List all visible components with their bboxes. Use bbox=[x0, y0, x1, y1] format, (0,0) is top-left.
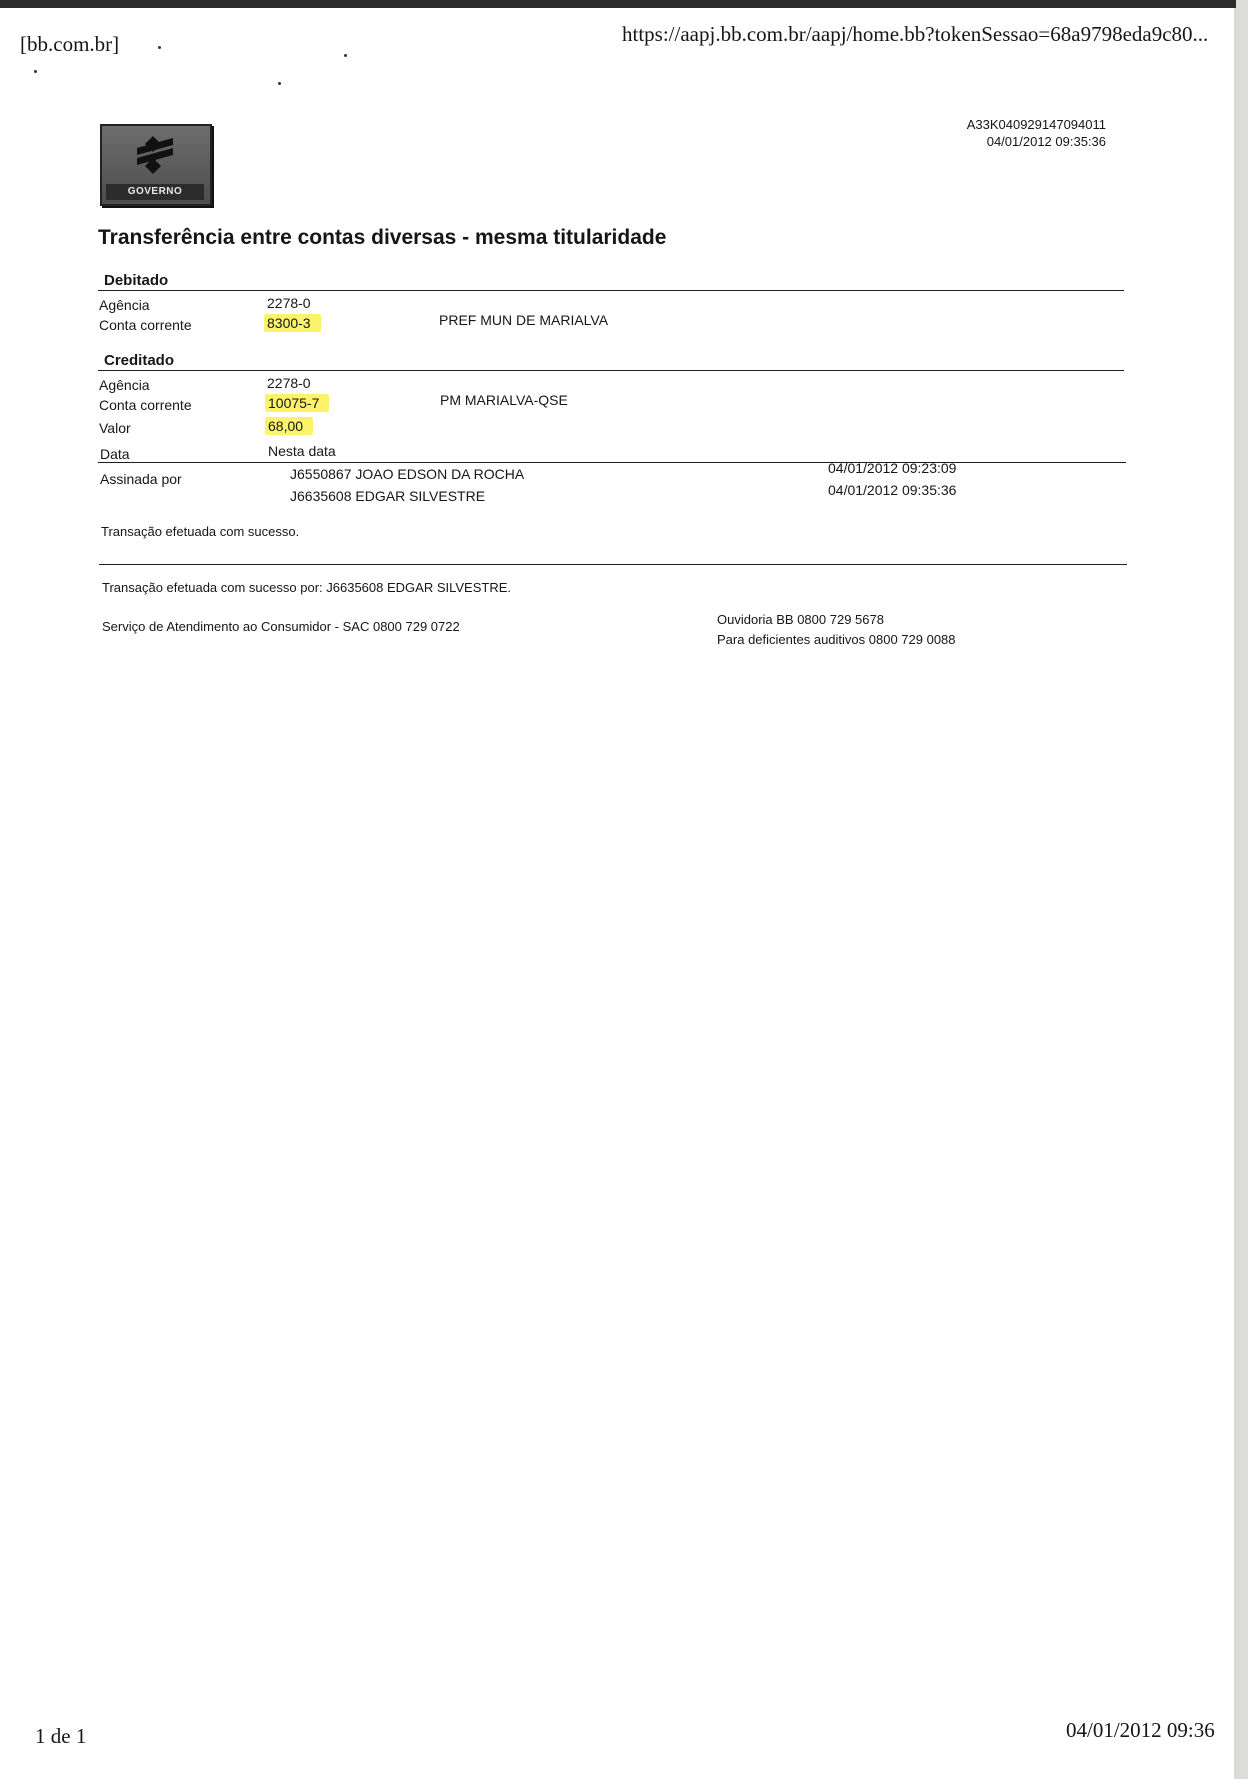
browser-site-label: [bb.com.br] bbox=[20, 32, 120, 56]
status-by-message: Transação efetuada com sucesso por: J6635608 EDGAR SILVESTRE. bbox=[102, 580, 511, 595]
browser-url: https://aapj.bb.com.br/aapj/home.bb?tokenSessao=68a9798eda9c80... bbox=[622, 22, 1209, 46]
debitado-agencia-value: 2278-0 bbox=[267, 295, 311, 311]
ouvidoria-contact: Ouvidoria BB 0800 729 5678 bbox=[717, 612, 884, 627]
scan-edge bbox=[0, 0, 1248, 8]
divider bbox=[98, 370, 1124, 371]
page-indicator: 1 de 1 bbox=[35, 1724, 87, 1748]
creditado-agencia-label: Agência bbox=[99, 377, 150, 393]
scan-edge bbox=[1236, 0, 1248, 1779]
data-value: Nesta data bbox=[268, 443, 336, 459]
scan-speck bbox=[344, 54, 347, 57]
creditado-heading: Creditado bbox=[104, 352, 175, 369]
debitado-titular: PREF MUN DE MARIALVA bbox=[439, 312, 609, 328]
assinada-por-label: Assinada por bbox=[100, 471, 182, 487]
scan-speck bbox=[34, 70, 37, 73]
debitado-agencia-label: Agência bbox=[99, 297, 150, 313]
creditado-agencia-value: 2278-0 bbox=[267, 375, 311, 391]
document-meta bbox=[806, 116, 1106, 150]
signer-datetime: 04/01/2012 09:35:36 bbox=[828, 482, 957, 498]
debitado-conta-label: Conta corrente bbox=[99, 317, 192, 333]
document-code: A33K040929147094011 bbox=[966, 117, 1106, 132]
debitado-conta-value: 8300-3 bbox=[264, 314, 321, 332]
data-label: Data bbox=[100, 446, 130, 462]
scan-speck bbox=[278, 82, 281, 85]
logo-label: GOVERNO bbox=[106, 184, 204, 200]
creditado-conta-label: Conta corrente bbox=[99, 397, 192, 413]
signer-name: J6550867 JOAO EDSON DA ROCHA bbox=[290, 466, 525, 482]
debitado-heading: Debitado bbox=[104, 272, 169, 289]
signer-datetime: 04/01/2012 09:23:09 bbox=[828, 460, 957, 476]
divider bbox=[98, 462, 1126, 463]
status-message: Transação efetuada com sucesso. bbox=[101, 524, 300, 539]
signer-name: J6635608 EDGAR SILVESTRE bbox=[290, 488, 486, 504]
deficientes-contact: Para deficientes auditivos 0800 729 0088 bbox=[717, 632, 956, 647]
creditado-conta-value: 10075-7 bbox=[265, 394, 329, 412]
valor-label: Valor bbox=[99, 420, 131, 436]
page-title: Transferência entre contas diversas - mesma titularidade bbox=[98, 226, 667, 249]
document-datetime: 04/01/2012 09:35:36 bbox=[986, 134, 1106, 149]
bb-logo-icon bbox=[131, 134, 179, 178]
divider bbox=[99, 564, 1127, 565]
sac-contact: Serviço de Atendimento ao Consumidor - SAC 0800 729 0722 bbox=[102, 619, 460, 634]
divider bbox=[98, 290, 1124, 291]
scan-speck bbox=[158, 46, 161, 49]
bb-governo-logo bbox=[100, 124, 212, 206]
print-datetime: 04/01/2012 09:36 bbox=[1066, 1718, 1215, 1742]
creditado-titular: PM MARIALVA-QSE bbox=[440, 392, 568, 408]
valor-value: 68,00 bbox=[265, 417, 313, 435]
